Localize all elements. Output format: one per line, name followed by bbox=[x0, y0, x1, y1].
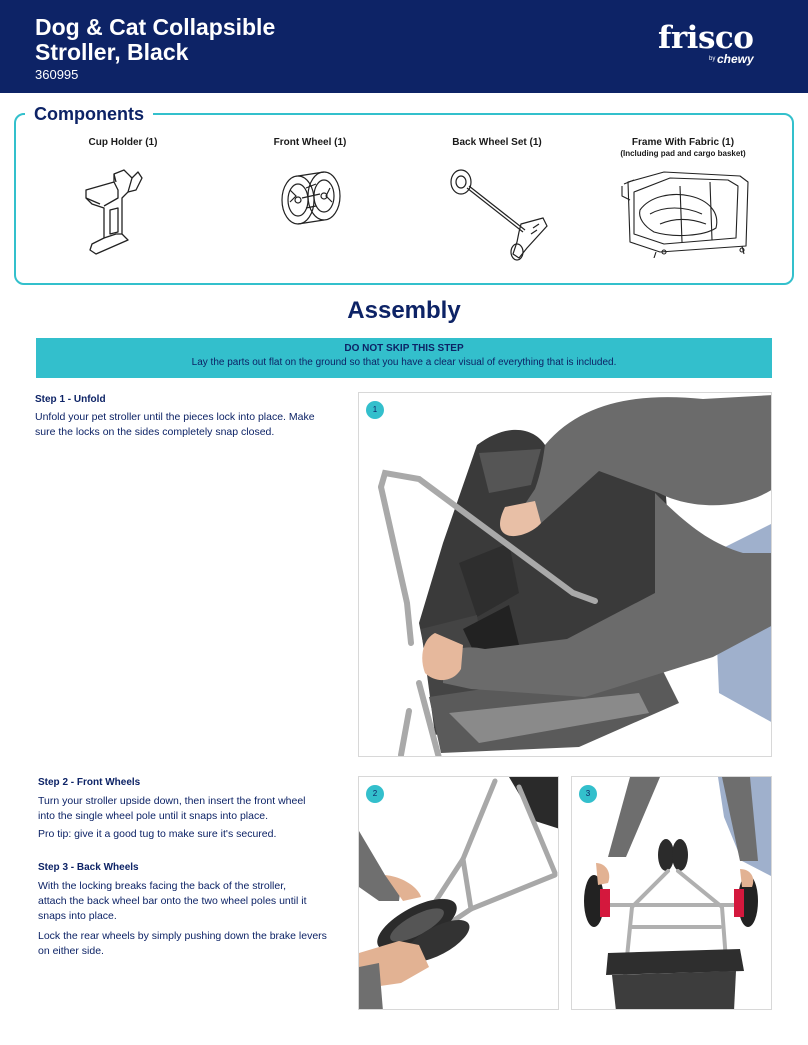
product-sku: 360995 bbox=[35, 67, 79, 82]
step-2-line: Turn your stroller upside down, then insert the front wheel bbox=[38, 795, 306, 807]
step-1-title: Step 1 - Unfold bbox=[35, 394, 106, 405]
logo-by-text: by bbox=[709, 56, 716, 62]
notice-title: DO NOT SKIP THIS STEP bbox=[344, 343, 464, 354]
step-3-illustration bbox=[572, 777, 772, 1010]
step-2-text bbox=[38, 794, 348, 824]
back-wheel-set-drawing-icon bbox=[447, 168, 555, 262]
step-3-photo bbox=[571, 776, 772, 1010]
title-line-2: Stroller, Black bbox=[35, 39, 189, 65]
assembly-heading: Assembly bbox=[347, 297, 461, 324]
cup-holder-drawing-icon bbox=[78, 168, 160, 260]
step-3-line: snaps into place. bbox=[38, 910, 117, 922]
component-back-wheel-set bbox=[407, 137, 587, 148]
header-banner bbox=[0, 0, 808, 93]
step-2-photo bbox=[358, 776, 559, 1010]
logo-wordmark: frisco bbox=[658, 20, 754, 56]
component-label: Frame With Fabric (1) bbox=[631, 137, 735, 148]
component-frame-fabric bbox=[593, 137, 773, 158]
notice-banner bbox=[36, 338, 772, 378]
step-3-line: attach the back wheel bar onto the two wheel poles until it bbox=[38, 895, 307, 907]
step-2-illustration bbox=[359, 777, 559, 1010]
step-2-line: into the single wheel pole until it snaps into place. bbox=[38, 810, 268, 822]
product-title bbox=[35, 15, 365, 65]
component-label: Back Wheel Set (1) bbox=[452, 137, 542, 148]
component-cup-holder bbox=[33, 137, 213, 148]
step-badge: 2 bbox=[366, 785, 384, 803]
step-1-line: sure the locks on the sides completely snap closed. bbox=[35, 426, 275, 438]
components-heading bbox=[25, 101, 153, 127]
step-badge: 3 bbox=[579, 785, 597, 803]
step-3-title: Step 3 - Back Wheels bbox=[38, 862, 139, 873]
front-wheel-drawing-icon bbox=[276, 168, 348, 228]
components-title: Components bbox=[34, 104, 144, 124]
step-badge: 1 bbox=[366, 401, 384, 419]
step-3-extra-text bbox=[38, 929, 348, 959]
step-3-line: With the locking breaks facing the back of the stroller, bbox=[38, 880, 287, 892]
step-3-extra-line: Lock the rear wheels by simply pushing down the brake levers bbox=[38, 930, 327, 942]
frisco-logo bbox=[658, 20, 768, 70]
step-2-title: Step 2 - Front Wheels bbox=[38, 777, 141, 788]
notice-text: Lay the parts out flat on the ground so that you have a clear visual of everything that is included. bbox=[191, 357, 617, 368]
step-1-illustration bbox=[359, 393, 772, 757]
title-line-1: Dog & Cat Collapsible bbox=[35, 14, 276, 40]
step-1-photo bbox=[358, 392, 772, 757]
logo-chewy-text: chewy bbox=[717, 52, 754, 66]
step-2-tip: Pro tip: give it a good tug to make sure it's secured. bbox=[38, 828, 277, 840]
component-sublabel: (Including pad and cargo basket) bbox=[620, 149, 746, 158]
step-3-extra-line: on either side. bbox=[38, 945, 104, 957]
component-label: Front Wheel (1) bbox=[273, 137, 347, 148]
component-front-wheel bbox=[220, 137, 400, 148]
component-label: Cup Holder (1) bbox=[88, 137, 158, 148]
step-1-text bbox=[35, 410, 355, 440]
frame-fabric-drawing-icon bbox=[620, 166, 754, 258]
step-1-line: Unfold your pet stroller until the pieces lock into place. Make bbox=[35, 411, 315, 423]
step-3-text bbox=[38, 879, 348, 924]
